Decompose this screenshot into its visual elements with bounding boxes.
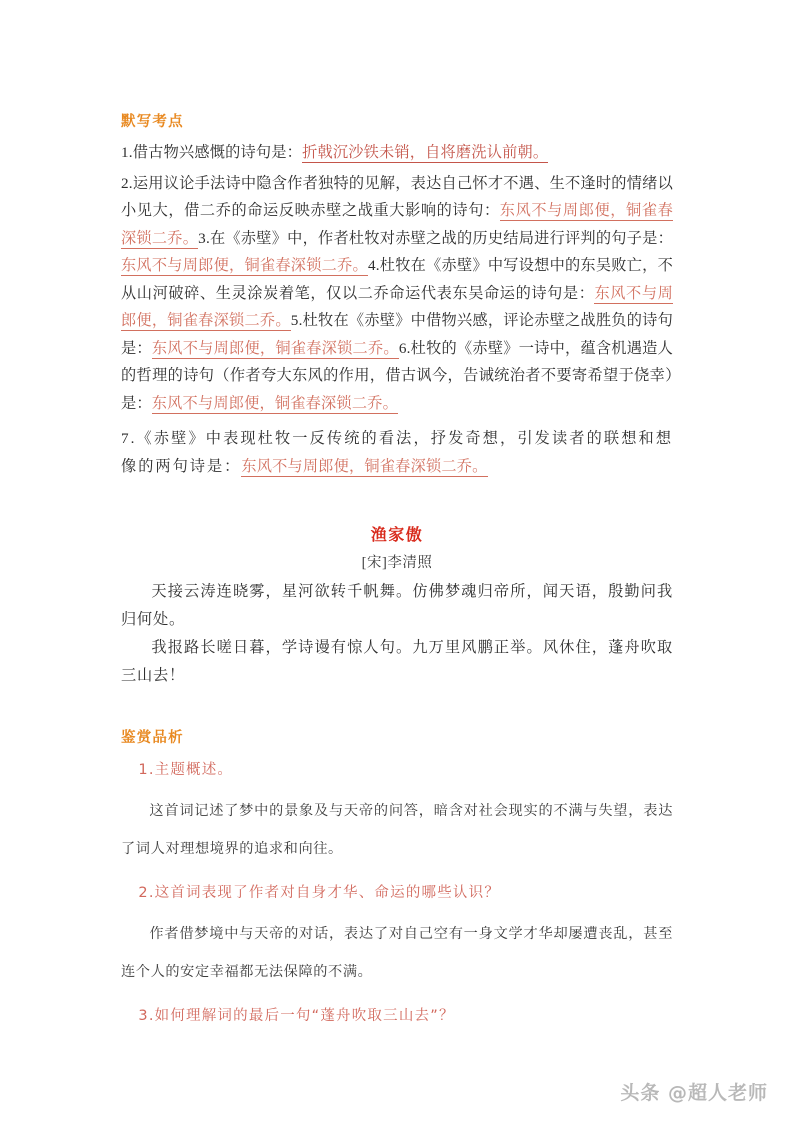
watermark: 头条 @超人老师 — [620, 1082, 768, 1104]
appreciation-answer-1: 这首词记述了梦中的景象及与天帝的问答，暗含对社会现实的不满与失望，表达了词人对理想境界的追求和向往。 — [121, 802, 673, 857]
appreciation-answer-2: 作者借梦境中与天帝的对话，表达了对自己空有一身文学才华却屡遭丧乱，甚至连个人的安定幸福都无法保障的不满。 — [121, 925, 673, 980]
poem-stanza-1: 天接云涛连晓雾，星河欲转千帆舞。仿佛梦魂归帝所，闻天语，殷勤问我归何处。 — [121, 583, 673, 629]
dictation-item-7 — [121, 425, 673, 480]
appreciation-question-3: 3.如何理解词的最后一句“蓬舟吹取三山去”？ — [138, 1007, 455, 1024]
dictation-answer-1: 折戟沉沙铁未销，自将磨洗认前朝。 — [302, 144, 549, 162]
dictation-item-1 — [121, 139, 673, 167]
document-content — [121, 112, 673, 1038]
dictation-answer-4: 东风不与周郎便，铜雀春深锁二乔。 — [121, 284, 674, 330]
poem-block — [121, 522, 673, 690]
section-heading-appreciation: 鉴赏品析 — [121, 730, 184, 747]
section-heading-dictation: 默写考点 — [121, 114, 184, 130]
appreciation-question-1: 1.主题概述。 — [138, 761, 234, 778]
dictation-prompt-4: 4.杜牧在《赤壁》中写设想中的东吴败亡，不从山河破碎、生灵涂炭着笔，仅以二乔命运代表东吴命运的诗句是： — [121, 257, 673, 302]
appreciation-block — [121, 728, 673, 1028]
dictation-prompt-2: 2.运用议论手法诗中隐含作者独特的见解，表达自己怀才不遇、生不逢时的情绪以小见大，借二乔的命运反映赤壁之战重大影响的诗句： — [121, 174, 673, 220]
dictation-answer-7: 东风不与周郎便，铜雀春深锁二乔。 — [241, 457, 488, 475]
dictation-answer-5: 东风不与周郎便，铜雀春深锁二乔。 — [151, 339, 399, 357]
poem-stanza-2: 我报路长嗟日暮，学诗谩有惊人句。九万里风鹏正举。风休住，蓬舟吹取三山去！ — [121, 639, 673, 685]
dictation-answer-6: 东风不与周郎便，铜雀春深锁二乔。 — [151, 394, 398, 412]
dictation-answer-2: 东风不与周郎便，铜雀春深锁二乔。 — [121, 202, 673, 247]
dictation-prompt-3: 3.在《赤壁》中，作者杜牧对赤壁之战的历史结局进行评判的句子是： — [198, 229, 673, 247]
dictation-items-2-6 — [121, 170, 673, 418]
dictation-answer-3: 东风不与周郎便，铜雀春深锁二乔。 — [121, 257, 368, 275]
poem-author: [宋]李清照 — [361, 555, 433, 572]
dictation-prompt-1: 1.借古物兴感慨的诗句是： — [121, 144, 303, 162]
dictation-prompt-7: 7.《赤壁》中表现杜牧一反传统的看法，抒发奇想，引发读者的联想和想像的两句诗是： — [121, 430, 673, 475]
dictation-prompt-6: 6.杜牧的《赤壁》一诗中，蕴含机遇造人的哲理的诗句（作者夸大东风的作用，借古讽今，告诫统治者不要寄希望于侥幸）是： — [121, 339, 673, 412]
poem-title: 渔家傲 — [370, 525, 424, 545]
dictation-prompt-5: 5.杜牧在《赤壁》中借物兴感，评论赤壁之战胜负的诗句是： — [121, 312, 673, 357]
appreciation-question-2: 2.这首词表现了作者对自身才华、命运的哪些认识？ — [138, 884, 501, 901]
